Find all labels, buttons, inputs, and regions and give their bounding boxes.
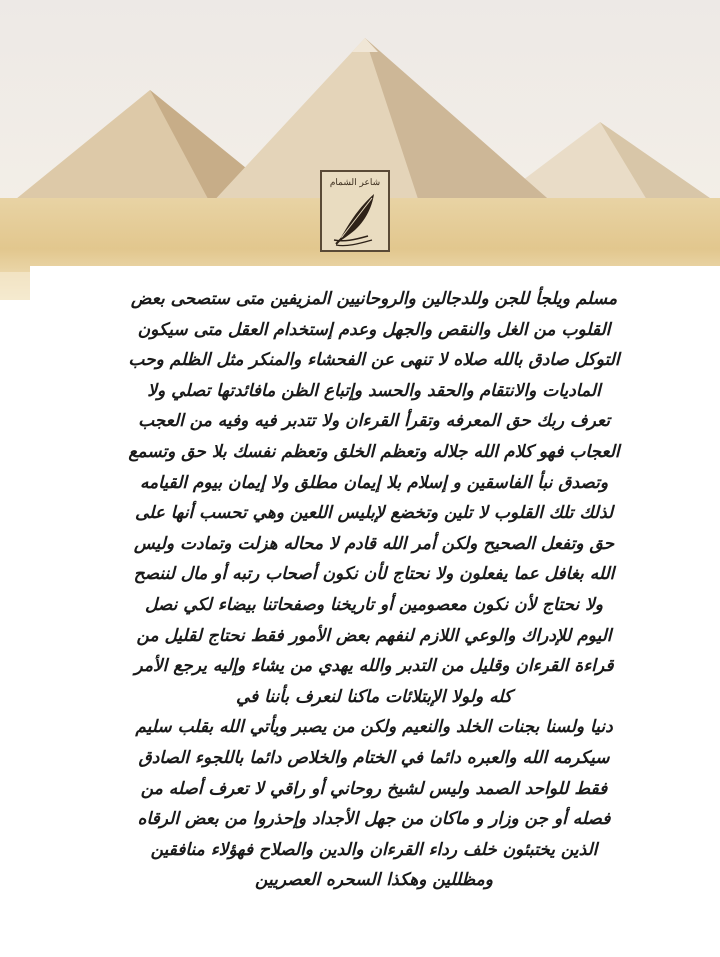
- text-line: الماديات والانتقام والحقد والحسد وإتباع الظن مافائدتها تصلي ولا: [147, 380, 601, 401]
- logo-text: شاعر الشمام: [329, 178, 381, 188]
- pyramids-illustration: [0, 0, 720, 300]
- text-line: العجاب فهو كلام الله جلاله وتعظم الخلق وتعظم نفسك بلا حق وتسمع: [128, 441, 620, 462]
- text-line: اليوم للإدراك والوعي اللازم لنفهم بعض الأمور فقط نحتاج لقليل من: [136, 625, 612, 646]
- text-line: دنيا ولسنا بجنات الخلد والنعيم ولكن من يصبر ويأتي الله بقلب سليم: [135, 717, 613, 738]
- text-line: سيكرمه الله والعبره دائما في الختام والخلاص دائما باللجوء الصادق: [138, 747, 610, 768]
- text-line: حق وتفعل الصحيح ولكن أمر الله قادم لا محاله هزلت وتمادت وليس: [133, 533, 615, 554]
- text-line: لذلك تلك القلوب لا تلين وتخضع لإبليس اللعين وهي تحسب أنها على: [134, 503, 614, 524]
- text-line: ولا نحتاج لأن نكون معصومين أو تاريخنا وصفحاتنا بيضاء لكي نصل: [144, 594, 604, 615]
- document-body: [36, 284, 712, 896]
- text-line: فصله أو جن وزار و ماكان من جهل الأجداد وإحذروا من بعض الرقاه: [137, 809, 611, 830]
- text-line: الذين يختبئون خلف رداء القرءان والدين والصلاح فهؤلاء منافقين: [150, 839, 598, 860]
- quill-feather-icon: [332, 190, 380, 248]
- text-line: الله بغافل عما يفعلون ولا نحتاج لأن نكون أصحاب رتبه أو مال لننصح: [133, 564, 615, 585]
- text-line: وتصدق نبأ الفاسقين و إسلام بلا إيمان مطلق ولا إيمان بيوم القيامه: [139, 472, 609, 493]
- text-line: قراءة القرءان وقليل من التدبر والله يهدي من يشاء وإليه يرجع الأمر: [134, 656, 614, 677]
- text-line: القلوب من الغل والنقص والجهل وعدم إستخدام العقل متى سيكون: [137, 319, 611, 340]
- text-line: فقط للواحد الصمد وليس لشيخ روحاني أو راقي لا تعرف أصله من: [140, 778, 608, 799]
- pyramids-background: [0, 0, 720, 300]
- text-line: تعرف ربك حق المعرفه وتقرأ القرءان ولا تتدبر فيه وفيه من العجب: [138, 411, 610, 432]
- text-line: مسلم ويلجأ للجن وللدجالين والروحانيين المزيفين متى ستصحى بعض: [130, 289, 618, 309]
- text-line: التوكل صادق بالله صلاه لا تنهى عن الفحشاء والمنكر مثل الظلم وحب: [128, 350, 620, 371]
- text-line: كله ولولا الإبتلائات ماكنا لنعرف بأننا في: [235, 686, 512, 707]
- poet-logo: [320, 170, 390, 252]
- text-line: ومظللين وهكذا السحره العصريين: [255, 870, 493, 891]
